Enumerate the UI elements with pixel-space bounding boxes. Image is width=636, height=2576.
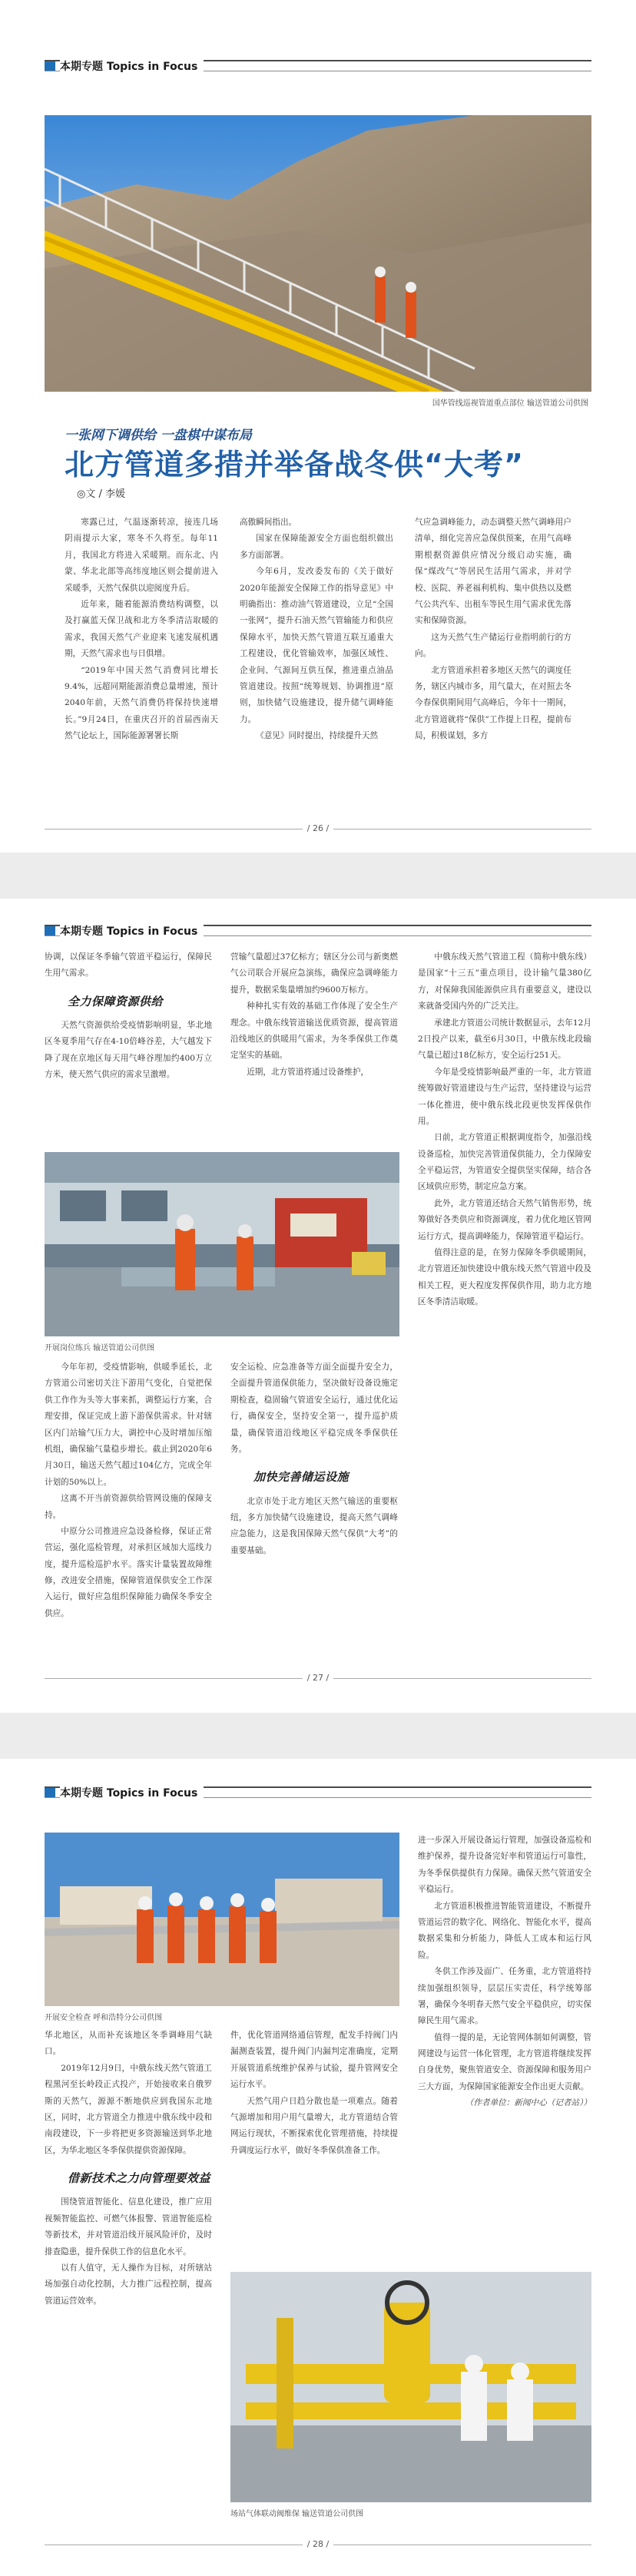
valve-maintenance-photo (230, 2272, 591, 2502)
column-3 (418, 1833, 591, 2112)
author-line: ◎文 / 李媛 (77, 488, 125, 500)
section-header (45, 1774, 591, 1805)
header-label: 本期专题 Topics in Focus (60, 923, 204, 939)
paragraph: 国家在保障能源安全方面也组织做出多方面部署。 (240, 534, 393, 560)
column-1 (45, 2028, 212, 2309)
column-2-lower (230, 1359, 398, 1559)
page-number: / 27 / (45, 1673, 591, 1683)
paragraph: 天然气资源供给受疫情影响明显，华北地区冬夏季用气存在4-10倍峰谷差，大气越发下降了现在京地区每天用气峰谷理加约400万立方米，使天然气供应的需求呈激增。 (45, 1021, 212, 1080)
page-gap (0, 1713, 636, 1759)
paragraph: 华北地区，从而补充该地区冬季调峰用气缺口。 (45, 2031, 212, 2057)
column-1-lower (45, 1359, 212, 1622)
header-bar-icon (45, 926, 55, 935)
paragraph: 《意见》同时提出，持续提升天然 (256, 731, 379, 741)
paragraph: 这为天然气生产储运行业指明前行的方向。 (415, 632, 571, 659)
paragraph: 安全运检、应急准备等方面全面提升安全力，全面提升管道保供能力，坚决做好设备设施定期检查，稳固输气管道安全运行，通过优化运行，确保安全，坚持安全第一，提升巡护质量，确保管道沿线地区平稳完成冬季保供任务。 (230, 1362, 398, 1454)
paragraph: 北京市处于北方地区天然气输送的重要枢纽，多方加快储气设施建设，提高天然气调峰应急能力，这是我国保障天然气保供“大考”的重要基础。 (230, 1496, 398, 1555)
paragraph: 值得一提的是，无论管网体制如何调整，管网建设与运营一体化管理，北方管道将继续发挥自身优势，聚焦管道安全、资源保障和服务用户三大方面，为保障国家能源安全作出更大贡献。 (418, 2032, 591, 2091)
article-subtitle: 一张网下调供给 一盘棋中谋布局 (65, 428, 252, 443)
paragraph: 中原分公司推进应急设备检修，保证正常营运，强化巡检管理，对承担区域加大巡线力度，提升巡检巡护水平。落实计量装置故障维修，改进安全措施，保障管道保供安全工作深入运行，做好应急组织保障能力确保冬季安全供应。 (45, 1526, 212, 1618)
section-header (45, 912, 591, 943)
paragraph: 今年6月，发改委发布的《关于做好2020年能源安全保障工作的指导意见》中明确指出：推动油气管道建设，立足“全国一张网”，提升石油天然气管输能力和供应保障水平，加快天然气管道互联互通重大工程建设，优化管输效率，加强区域性、企业间、气源间互供互保，推进重点油品管道建设。按照“统筹规划、协调推进”原则，加快储气设施建设，提升储气调峰能力。 (240, 567, 393, 724)
paragraph: 协调，以保证冬季输气管道平稳运行，保障民生用气需求。 (45, 952, 212, 978)
paragraph: 今年是受疫情影响最严重的一年，北方管道统筹做好管道建设与生产运营，坚持建设与运营一体化推进，使中俄东线北段更快发挥保供作用。 (418, 1067, 591, 1126)
column-3 (415, 515, 571, 744)
pipeline-photo (45, 115, 591, 392)
byline: （作者单位：新闻中心（记者站）） (465, 2098, 591, 2108)
paragraph: 进一步深入开展设备运行管理，加强设备巡检和维护保养，提升设备完好率和管道运行可靠性，为冬季保供提供有力保障。确保天然气管道安全平稳运行。 (418, 1836, 591, 1895)
header-label: 本期专题 Topics in Focus (60, 58, 204, 74)
section-heading: 全力保障资源供给 (68, 994, 164, 1008)
paragraph: 寒露已过，气温逐渐转凉，接连几场阴雨提示大家，寒冬不久将至。每年11月，我国北方将进入采暖期。而东北、内蒙、华北北部等高纬度地区则会提前进入采暖季，天然气保供以迎阅度升后。 (65, 518, 218, 593)
paragraph: 今年年初，受疫情影响，供暖季延长，北方管道公司密切关注下游用气变化，自觉把保供工作作为头等大事来抓，调整运行方案，合理安排，保证完成上游下游保供需求。针对辖区内门站输气压力大，调控中心及时增加压缩机组，确保输气量稳步增长。截止到2020年6月30日，输送天然气超过104亿方，完成全年计划的50%以上。 (45, 1362, 212, 1487)
page-number: / 26 / (45, 823, 591, 833)
column-1 (45, 949, 212, 1084)
paragraph: 这离不开当前资源供给管网设施的保障支持。 (45, 1494, 212, 1520)
header-bar-icon (45, 61, 55, 71)
section-header (45, 48, 591, 78)
paragraph: 中俄东线天然气管道工程（简称中俄东线）是国家“十三五”重点项目，设计输气量380亿方，对保障我国能源供应具有重要意义，建设以来就备受国内外的广泛关注。 (418, 952, 591, 1012)
paragraph: 高傲瞬间指出。 (240, 518, 297, 527)
column-1 (65, 515, 218, 744)
paragraph: 气应急调峰能力，动态调整天然气调峰用户清单，细化完善应急保供预案，在用气高峰期根据资源供应情况分级启动实施，确保“煤改气”等居民生活用气需求，并对学校、医院、养老福利机构、集中供热以及燃气公共汽车、出租车等民生用气需求优先落实和保障资源。 (415, 518, 571, 626)
paragraph: 冬供工作涉及面广、任务重，北方管道将持续加强组织领导，层层压实责任，科学统筹部署，确保今冬明春天然气安全平稳供应，切实保障民生用气需求。 (418, 1967, 591, 2026)
paragraph: 值得注意的是，在努力保障冬季供暖期间，北方管道还加快建设中俄东线天然气管道中段及相关工程，更大程度发挥保供作用，助力北方地区冬季清洁取暖。 (418, 1248, 591, 1307)
page-26 (0, 0, 636, 853)
paragraph: 日前，北方管道正根据调度指令，加强沿线设备巡检，加快完善管道保供能力，全力保障安全平稳运营，为管道安全提供坚实保障，结合各区域供应形势，制定应急方案。 (418, 1133, 591, 1192)
article-title: 北方管道多措并举备战冬供“大考” (65, 448, 524, 482)
paragraph: 天然气用户日趋分散也是一项难点。随着气源增加和用户用气量增大，北方管道结合管网运行现状，不断探索优化管理措施，持续提升调度运行水平，做好冬季保供准备工作。 (230, 2096, 398, 2155)
page-gap (0, 853, 636, 899)
section-heading: 借新技术之力向管理要效益 (68, 2171, 211, 2186)
header-bar-icon (45, 1788, 55, 1797)
paragraph: 承建北方管道公司统计数据显示，去年12月2日投产以来，截至6月30日，中俄东线北段输气量已超过18亿标方，安全运行251天。 (418, 1018, 591, 1061)
paragraph: 近期，北方管道将通过设备维护， (247, 1067, 369, 1077)
paragraph: “2019年中国天然气消费同比增长9.4%，远超同期能源消费总量增速，预计2040年前，天然气消费仍将保持快速增长。”9月24日，在重庆召开的首届西南天然气论坛上，国际能源署署长斯 (65, 665, 218, 741)
column-3 (418, 949, 591, 1311)
column-2 (230, 949, 398, 1081)
header-label: 本期专题 Topics in Focus (60, 1785, 204, 1800)
photo-caption: 场站气体联动阀维保 输送管道公司供图 (230, 2510, 364, 2518)
paragraph: 营输气量超过37亿标方；辖区分公司与新奥燃气公司联合开展应急演练，确保应急调峰能力提升，数据采集量增加约9600万标方。 (230, 952, 398, 995)
paragraph: 近年来，随着能源消费结构调整，以及打赢蓝天保卫战和北方冬季清洁取暖的需求，我国天然气产业迎来飞速发展机遇期，天然气需求也与日俱增。 (65, 599, 218, 659)
photo-caption: 开展安全检查 呼和浩特分公司供图 (45, 2014, 163, 2022)
section-heading: 加快完善储运设施 (253, 1470, 349, 1485)
photo-caption: 国华管线巡视管道重点部位 输送管道公司供图 (432, 399, 588, 408)
paragraph: 件，优化管道网络通信管理，配发手持阀门内漏测查装置，提升阀门内漏判定准确度，定期开展管道系统维护保养与试验，提升管网安全运行水平。 (230, 2031, 398, 2090)
page-27 (0, 899, 636, 1713)
column-2 (230, 2028, 398, 2159)
paragraph: 2019年12月9日，中俄东线天然气管道工程黑河至长岭段正式投产，开始接收来自俄罗斯的天然气，源源不断地供应到我国东北地区，同时，北方管道全力推进中俄东线中段和南段建设，下一步将把更多资源输送到华北地区，为华北地区冬季保供提供资源保障。 (45, 2063, 212, 2155)
page-28 (0, 1759, 636, 2576)
photo-caption: 开展岗位练兵 输送管道公司供图 (45, 1344, 155, 1353)
paragraph: 此外，北方管道还结合天然气销售形势，统筹做好各类供应和资源调度，着力优化地区管网运行方式，提高调峰能力，保障管道平稳运行。 (418, 1198, 591, 1241)
paragraph: 北方管道积极推进智能管道建设，不断提升管道运营的数字化、网络化、智能化水平，提高数据采集和分析能力，降低人工成本和运行风险。 (418, 1901, 591, 1960)
paragraph: 围绕管道智能化、信息化建设，推广应用视频智能监控、可燃气体报警、管道智能巡检等新技术，并对管道沿线开展风险评价，及时排查隐患，提升保供工作的信息化水平。 (45, 2197, 212, 2256)
paragraph: 北方管道承担着多地区天然气的调度任务，辖区内城市多，用气量大，在对照去冬今春保供期间用气高峰后，今年十一期间，北方管道就将“保供”工作提上日程，提前布局，积极谋划，多方 (415, 665, 571, 741)
inspection-photo (45, 1833, 399, 2006)
page-number: / 28 / (45, 2539, 591, 2549)
training-photo (45, 1152, 399, 1336)
paragraph: 以有人值守，无人操作为目标，对所辖站场加强自动化控制，大力推广远程控制，提高管道运营效率。 (45, 2263, 212, 2306)
paragraph: 种种扎实有效的基础工作体现了安全生产理念。中俄东线管道输送优质资源，提高管道沿线地区的供暖用气需求，为冬季保供工作奠定坚实的基础。 (230, 1002, 398, 1061)
column-2 (240, 515, 393, 744)
